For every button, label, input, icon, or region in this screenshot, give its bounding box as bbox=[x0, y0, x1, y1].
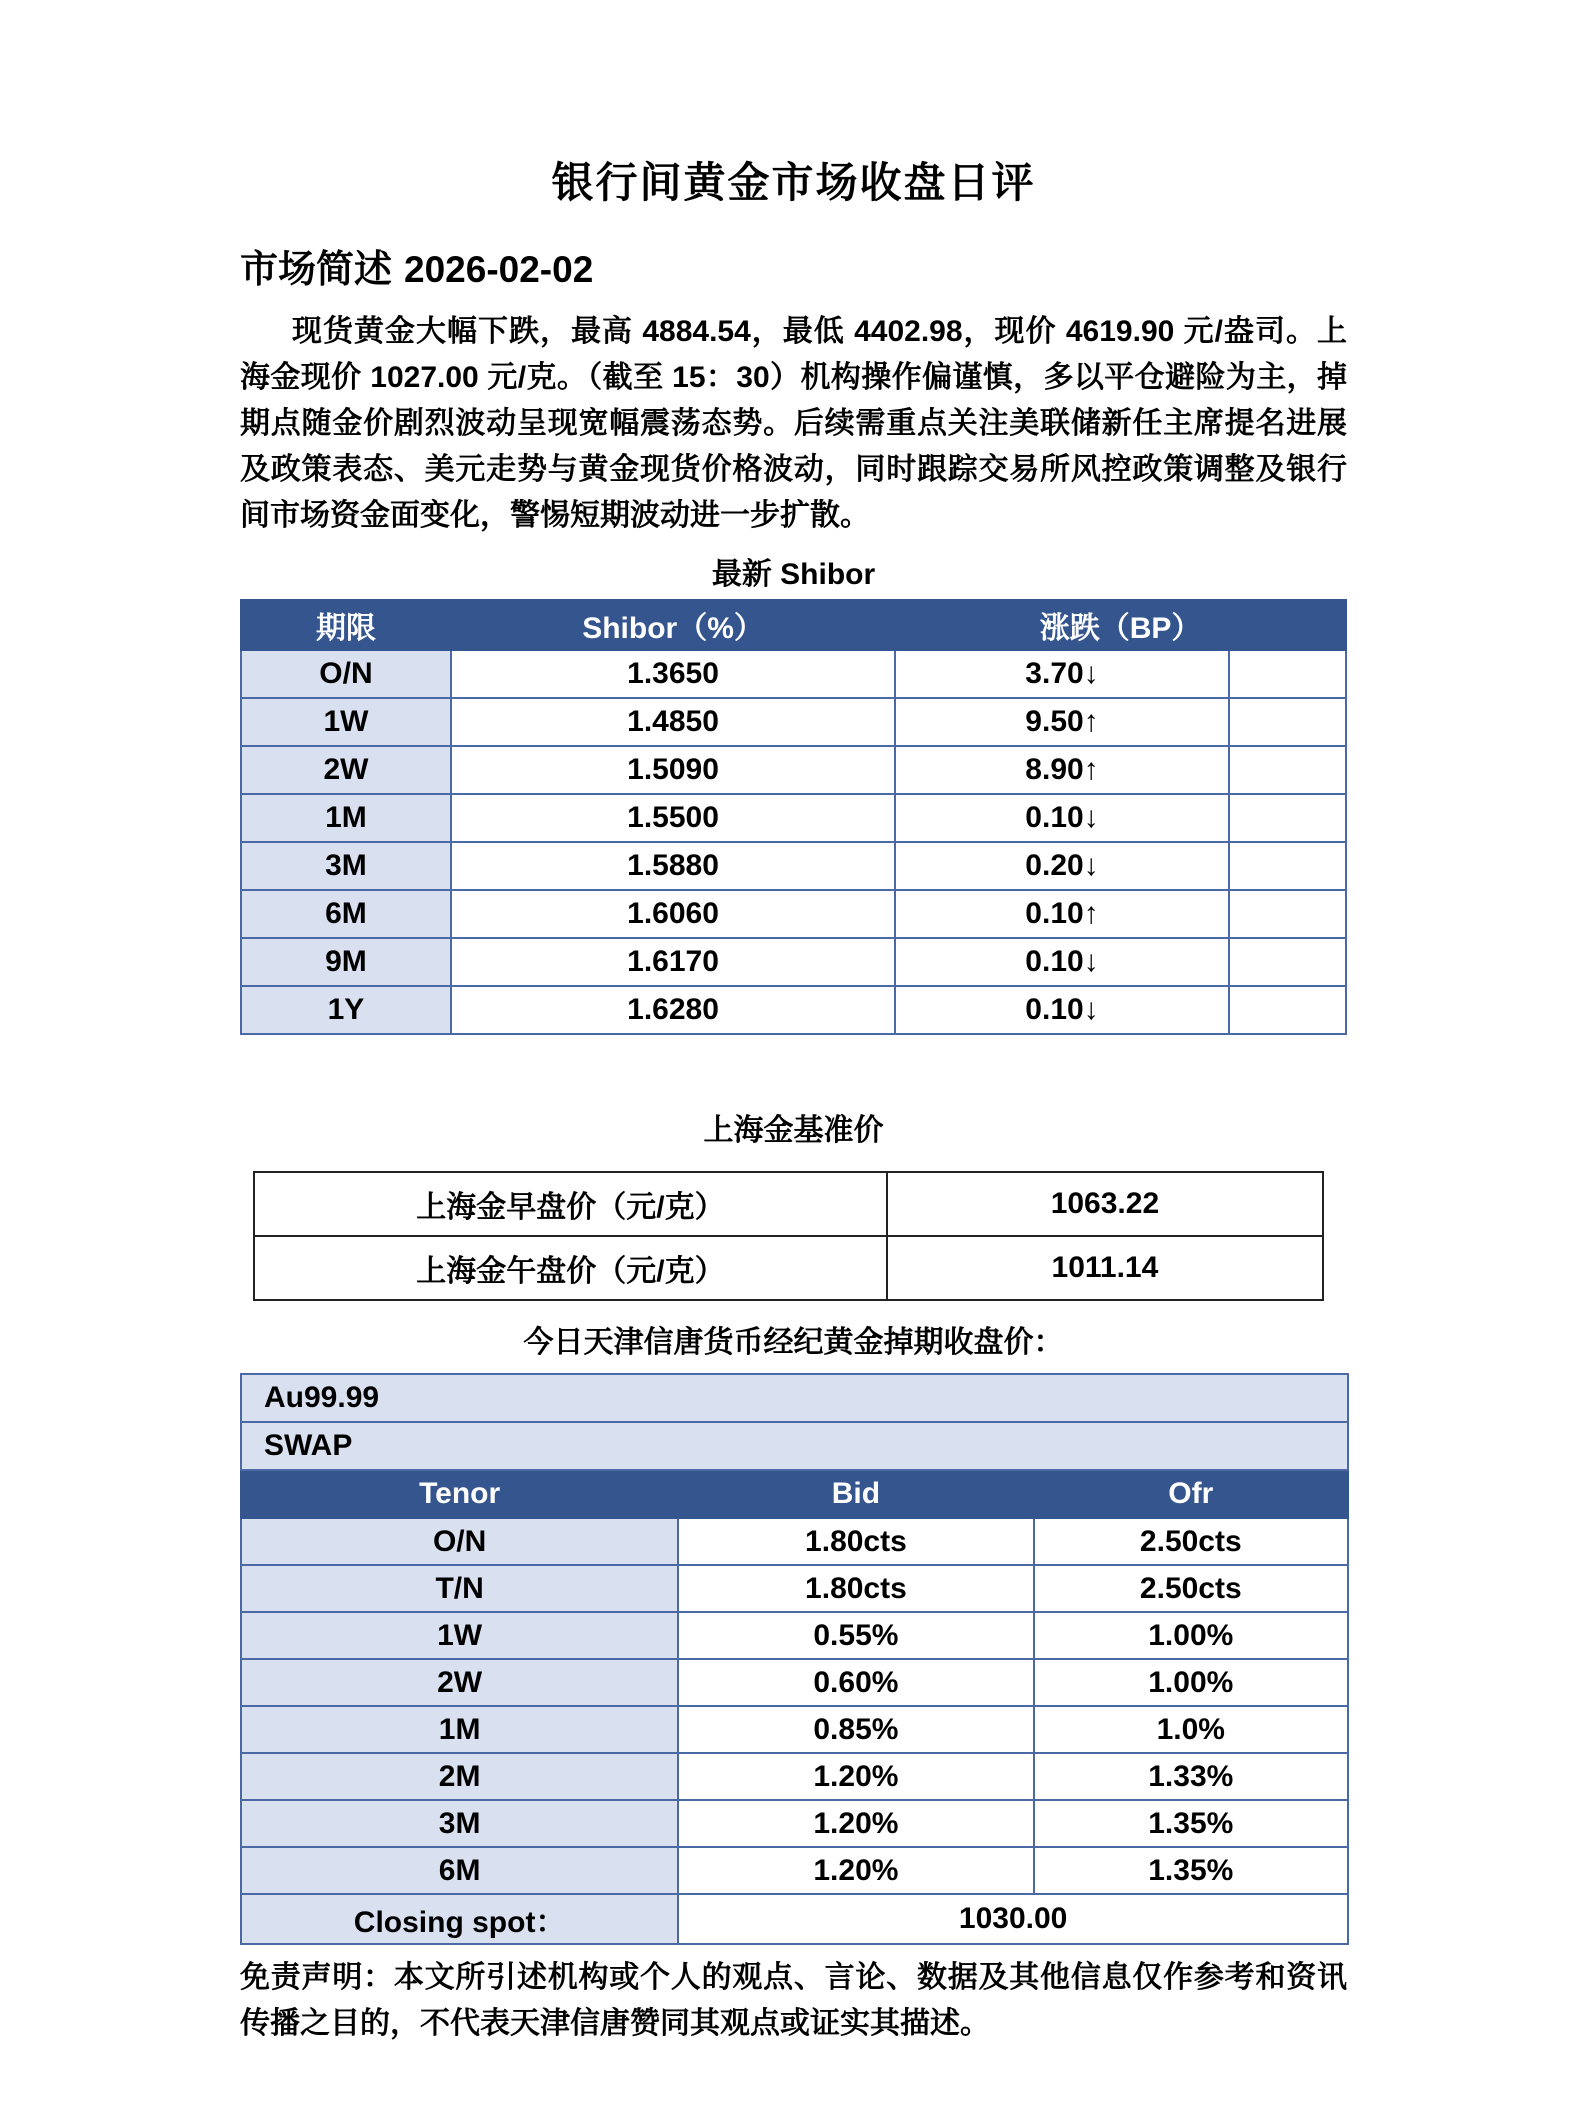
shanghai-gold-row bbox=[254, 1236, 1323, 1300]
swap-row bbox=[241, 1659, 1348, 1706]
shibor-row bbox=[241, 842, 1346, 890]
swap-product-row bbox=[241, 1374, 1348, 1422]
shanghai-gold-value: 1011.14 bbox=[887, 1236, 1323, 1300]
shibor-header-row bbox=[241, 600, 1346, 650]
swap-ofr: 2.50cts bbox=[1034, 1565, 1348, 1612]
swap-tenor: 1W bbox=[241, 1612, 678, 1659]
swap-tenor: 2M bbox=[241, 1753, 678, 1800]
shibor-rate: 1.4850 bbox=[451, 698, 895, 746]
swap-row bbox=[241, 1847, 1348, 1894]
swap-ofr: 1.33% bbox=[1034, 1753, 1348, 1800]
swap-bid: 1.20% bbox=[678, 1753, 1033, 1800]
swap-row bbox=[241, 1612, 1348, 1659]
swap-tenor: 6M bbox=[241, 1847, 678, 1894]
shanghai-gold-table bbox=[253, 1171, 1324, 1301]
swap-ofr: 1.35% bbox=[1034, 1800, 1348, 1847]
swap-header-row bbox=[241, 1470, 1348, 1518]
shibor-rate: 1.6280 bbox=[451, 986, 895, 1034]
swap-tenor: O/N bbox=[241, 1518, 678, 1565]
shibor-empty-cell bbox=[1229, 890, 1346, 938]
swap-bid: 0.55% bbox=[678, 1612, 1033, 1659]
shanghai-gold-heading: 上海金基准价 bbox=[703, 1114, 884, 1147]
shibor-empty-cell bbox=[1229, 986, 1346, 1034]
swap-bid: 1.20% bbox=[678, 1800, 1033, 1847]
swap-row bbox=[241, 1753, 1348, 1800]
swap-ofr: 1.35% bbox=[1034, 1847, 1348, 1894]
shibor-tenor: 6M bbox=[241, 890, 451, 938]
shibor-empty-cell bbox=[1229, 842, 1346, 890]
shibor-tenor: 1Y bbox=[241, 986, 451, 1034]
swap-header-ofr: Ofr bbox=[1034, 1470, 1348, 1518]
swap-row bbox=[241, 1565, 1348, 1612]
swap-ofr: 1.00% bbox=[1034, 1612, 1348, 1659]
swap-ofr: 2.50cts bbox=[1034, 1518, 1348, 1565]
swap-tenor: 1M bbox=[241, 1706, 678, 1753]
swap-tenor: 3M bbox=[241, 1800, 678, 1847]
swap-header-tenor: Tenor bbox=[241, 1470, 678, 1518]
shanghai-gold-label: 上海金午盘价（元/克） bbox=[254, 1236, 887, 1300]
shibor-tenor: 1M bbox=[241, 794, 451, 842]
swap-closing-value: 1030.00 bbox=[678, 1894, 1348, 1944]
shibor-header-tenor: 期限 bbox=[241, 600, 451, 650]
shibor-rate: 1.5880 bbox=[451, 842, 895, 890]
swap-section-heading: 今日天津信唐货币经纪黄金掉期收盘价： bbox=[523, 1326, 1064, 1359]
shibor-empty-cell bbox=[1229, 698, 1346, 746]
swap-type-row bbox=[241, 1422, 1348, 1470]
swap-tenor: 2W bbox=[241, 1659, 678, 1706]
section-heading: 市场简述 bbox=[240, 249, 393, 291]
shibor-empty-cell bbox=[1229, 746, 1346, 794]
swap-bid: 0.85% bbox=[678, 1706, 1033, 1753]
document-title: 银行间黄金市场收盘日评 bbox=[551, 159, 1036, 206]
swap-ofr: 1.00% bbox=[1034, 1659, 1348, 1706]
shibor-change: 0.20↓ bbox=[895, 842, 1229, 890]
shibor-rate: 1.6170 bbox=[451, 938, 895, 986]
shibor-empty-cell bbox=[1229, 794, 1346, 842]
shibor-tenor: 9M bbox=[241, 938, 451, 986]
shibor-change: 0.10↓ bbox=[895, 794, 1229, 842]
swap-tenor: T/N bbox=[241, 1565, 678, 1612]
disclaimer-text: 免责声明：本文所引述机构或个人的观点、言论、数据及其他信息仅作参考和资讯传播之目的，不代表天津信唐赞同其观点或证实其描述。 bbox=[240, 1961, 1347, 2040]
shibor-change: 3.70↓ bbox=[895, 650, 1229, 698]
shibor-empty-cell bbox=[1229, 650, 1346, 698]
shibor-tenor: O/N bbox=[241, 650, 451, 698]
swap-bid: 1.20% bbox=[678, 1847, 1033, 1894]
report-date: 2026-02-02 bbox=[404, 249, 594, 290]
shibor-row bbox=[241, 698, 1346, 746]
shibor-section-heading: 最新 Shibor bbox=[711, 558, 876, 591]
shibor-row bbox=[241, 794, 1346, 842]
section-heading-row bbox=[240, 238, 1347, 293]
swap-row bbox=[241, 1706, 1348, 1753]
shanghai-gold-row bbox=[254, 1172, 1323, 1236]
swap-bid: 1.80cts bbox=[678, 1518, 1033, 1565]
shibor-row bbox=[241, 650, 1346, 698]
shibor-tenor: 1W bbox=[241, 698, 451, 746]
shibor-header-rate: Shibor（%） bbox=[451, 600, 895, 650]
shibor-rate: 1.3650 bbox=[451, 650, 895, 698]
swap-product: Au99.99 bbox=[241, 1374, 1348, 1422]
swap-closing-label: Closing spot： bbox=[241, 1894, 678, 1944]
shibor-row bbox=[241, 986, 1346, 1034]
swap-bid: 0.60% bbox=[678, 1659, 1033, 1706]
shibor-rate: 1.6060 bbox=[451, 890, 895, 938]
swap-bid: 1.80cts bbox=[678, 1565, 1033, 1612]
shanghai-gold-value: 1063.22 bbox=[887, 1172, 1323, 1236]
shibor-change: 0.10↓ bbox=[895, 938, 1229, 986]
swap-ofr: 1.0% bbox=[1034, 1706, 1348, 1753]
shibor-row bbox=[241, 746, 1346, 794]
shibor-change: 8.90↑ bbox=[895, 746, 1229, 794]
shibor-row bbox=[241, 938, 1346, 986]
shibor-row bbox=[241, 890, 1346, 938]
swap-type: SWAP bbox=[241, 1422, 1348, 1470]
swap-header-bid: Bid bbox=[678, 1470, 1033, 1518]
swap-row bbox=[241, 1518, 1348, 1565]
shibor-rate: 1.5500 bbox=[451, 794, 895, 842]
shibor-table bbox=[240, 599, 1347, 1035]
shibor-tenor: 2W bbox=[241, 746, 451, 794]
swap-closing-row bbox=[241, 1894, 1348, 1944]
swap-row bbox=[241, 1800, 1348, 1847]
shibor-tenor: 3M bbox=[241, 842, 451, 890]
shibor-rate: 1.5090 bbox=[451, 746, 895, 794]
swap-table bbox=[240, 1373, 1349, 1945]
shibor-header-change: 涨跌（BP） bbox=[895, 600, 1346, 650]
shibor-change: 9.50↑ bbox=[895, 698, 1229, 746]
shibor-change: 0.10↑ bbox=[895, 890, 1229, 938]
shibor-change: 0.10↓ bbox=[895, 986, 1229, 1034]
market-summary: 现货黄金大幅下跌，最高 4884.54，最低 4402.98，现价 4619.90 元/盎司。上海金现价 1027.00 元/克。（截至 15：30）机构操作偏谨慎，多以平仓避险为主，掉期点随金价剧烈波动呈现宽幅震荡态势。后续需重点关注美联储新任主席提名进展及政策表态、美元走势与黄金现货价格波动，同时跟踪交易所风控政策调整及银行间市场资金面变化，警惕短期波动进一步扩散。 bbox=[240, 315, 1347, 532]
shanghai-gold-label: 上海金早盘价（元/克） bbox=[254, 1172, 887, 1236]
shibor-empty-cell bbox=[1229, 938, 1346, 986]
